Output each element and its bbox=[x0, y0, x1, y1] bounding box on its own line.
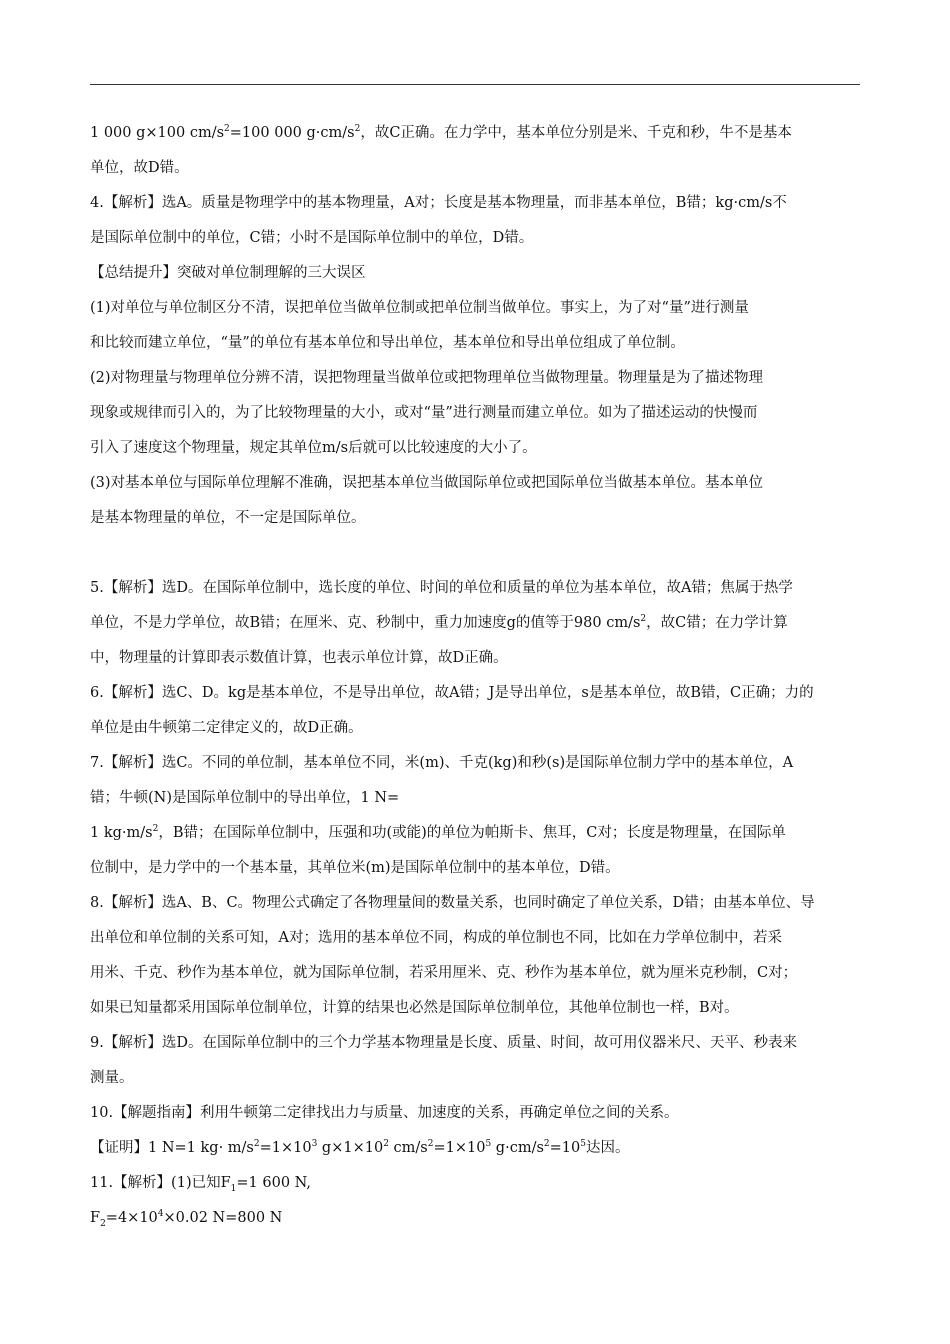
text-line: 6.【解析】选C、D。kg是基本单位，不是导出单位，故A错；J是导出单位，s是基本单位，故B错，C正确；力的 bbox=[90, 685, 814, 701]
text-line: (1)对单位与单位制区分不清，误把单位当做单位制或把单位制当做单位。事实上，为了对“量”进行测量 bbox=[90, 300, 749, 316]
text-line: 单位，故D错。 bbox=[90, 160, 189, 176]
text-line: 单位，不是力学单位，故B错；在厘米、克、秒制中，重力加速度g的值等于980 $cm/s^2$，故C错；在力学计算 bbox=[90, 614, 788, 631]
text-line: 错；牛顿(N)是国际单位制中的导出单位，1 N= bbox=[90, 790, 400, 806]
text-line: 测量。 bbox=[90, 1070, 134, 1086]
text-line: 【证明】1 N=1 $kg\cdot m/s^2=1\times 10^3$ $g\times 1\times 10^2$ $cm/s^2=1\times 10^5$ $g\cdot cm/s^2=10^5$达因。 bbox=[90, 1139, 630, 1156]
header-rule bbox=[90, 84, 860, 85]
text-line: 7.【解析】选C。不同的单位制，基本单位不同，米(m)、千克(kg)和秒(s)是国际单位制力学中的基本单位，A bbox=[90, 755, 794, 771]
text-line: 中，物理量的计算即表示数值计算，也表示单位计算，故D正确。 bbox=[90, 650, 508, 666]
document-body bbox=[90, 116, 860, 1236]
text-line: 用米、千克、秒作为基本单位，就为国际单位制，若采用厘米、克、秒作为基本单位，就为厘米克秒制，C对； bbox=[90, 965, 798, 981]
text-line: 单位是由牛顿第二定律定义的，故D正确。 bbox=[90, 720, 363, 736]
text-line: 和比较而建立单位，“量”的单位有基本单位和导出单位，基本单位和导出单位组成了单位制。 bbox=[90, 335, 685, 351]
text-line: 【总结提升】突破对单位制理解的三大误区 bbox=[90, 265, 366, 281]
text-line: 1 000 g×100 $cm/s^2=100$ 000 $g\cdot cm/s^2$，故C正确。在力学中，基本单位分别是米、千克和秒，牛不是基本 bbox=[90, 124, 792, 141]
text-line: (3)对基本单位与国际单位理解不准确，误把基本单位当做国际单位或把国际单位当做基本单位。基本单位 bbox=[90, 475, 764, 491]
text-line: 4.【解析】选A。质量是物理学中的基本物理量，A对；长度是基本物理量，而非基本单位，B错；kg·cm/s不 bbox=[90, 195, 787, 211]
text-line: 现象或规律而引入的，为了比较物理量的大小，或对“量”进行测量而建立单位。如为了描述运动的快慢而 bbox=[90, 405, 758, 421]
text-line: 位制中，是力学中的一个基本量，其单位米(m)是国际单位制中的基本单位，D错。 bbox=[90, 860, 620, 876]
text-line: $F_2=4\times 10^4\times 0.02$ N=800 N bbox=[90, 1209, 283, 1229]
text-line: 9.【解析】选D。在国际单位制中的三个力学基本物理量是长度、质量、时间，故可用仪器米尺、天平、秒表来 bbox=[90, 1035, 797, 1051]
text-line: 8.【解析】选A、B、C。物理公式确定了各物理量间的数量关系，也同时确定了单位关系，D错；由基本单位、导 bbox=[90, 895, 815, 911]
text-line: 是国际单位制中的单位，C错；小时不是国际单位制中的单位，D错。 bbox=[90, 230, 534, 246]
text-line: 1 $kg\cdot m/s^2$，B错；在国际单位制中，压强和功(或能)的单位为帕斯卡、焦耳，C对；长度是物理量，在国际单 bbox=[90, 824, 786, 841]
text-line: 是基本物理量的单位，不一定是国际单位。 bbox=[90, 510, 366, 526]
paragraph-gap bbox=[90, 536, 860, 571]
text-line: 引入了速度这个物理量，规定其单位m/s后就可以比较速度的大小了。 bbox=[90, 440, 537, 456]
text-line: 如果已知量都采用国际单位制单位，计算的结果也必然是国际单位制单位，其他单位制也一样，B对。 bbox=[90, 1000, 739, 1016]
text-line: 10.【解题指南】利用牛顿第二定律找出力与质量、加速度的关系，再确定单位之间的关系。 bbox=[90, 1105, 679, 1121]
text-line: 11.【解析】(1)已知$F_1=1$ 600 N, bbox=[90, 1175, 312, 1194]
text-line: (2)对物理量与物理单位分辨不清，误把物理量当做单位或把物理单位当做物理量。物理量是为了描述物理 bbox=[90, 370, 764, 386]
text-line: 出单位和单位制的关系可知，A对；选用的基本单位不同，构成的单位制也不同，比如在力学单位制中，若采 bbox=[90, 930, 782, 946]
text-line: 5.【解析】选D。在国际单位制中，选长度的单位、时间的单位和质量的单位为基本单位，故A错；焦属于热学 bbox=[90, 580, 793, 596]
